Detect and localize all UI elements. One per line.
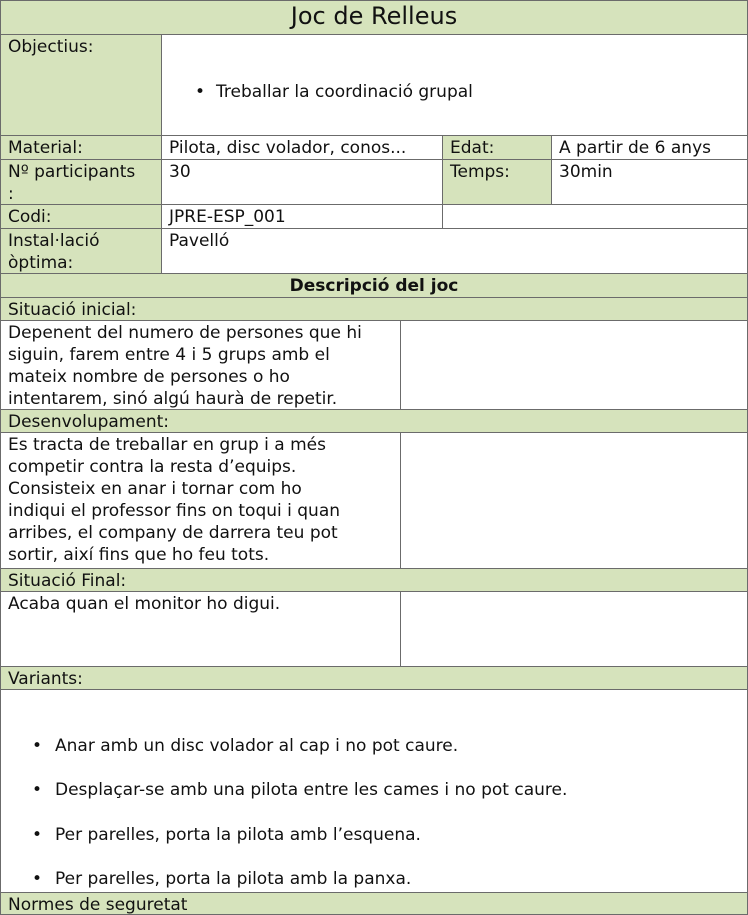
development-text: Es tracta de treballar en grup i a més competir contra la resta d’equips. Consisteix en anar i tornar com ho indiqui el professor fins on toqui i quan arribes, el company de darrera teu pot sortir, així fins que ho feu tots.	[0, 432, 401, 569]
participants-label: Nº participants :	[0, 159, 162, 205]
empty-cell	[400, 591, 748, 667]
list-item: • Per parelles, porta la pilota amb l’esquena.	[8, 824, 740, 846]
list-item: • Per parelles, porta la pilota amb la panxa.	[8, 868, 740, 890]
material-label: Material:	[0, 135, 162, 160]
list-item: • Treballar la coordinació grupal	[169, 81, 740, 115]
venue-value: Pavelló	[161, 228, 748, 274]
objectives-label: Objectius:	[0, 34, 162, 136]
code-value: JPRE-ESP_001	[161, 204, 443, 229]
time-label: Temps:	[442, 159, 552, 205]
age-label: Edat:	[442, 135, 552, 160]
empty-cell	[442, 204, 748, 229]
development-label: Desenvolupament:	[0, 409, 748, 433]
final-situation-text: Acaba quan el monitor ho digui.	[0, 591, 401, 667]
initial-situation-text: Depenent del numero de persones que hi siguin, farem entre 4 i 5 grups amb el mateix nombre de persones o ho intentarem, sinó algú haurà de repetir.	[0, 320, 401, 410]
variants-label: Variants:	[0, 666, 748, 690]
safety-rules-label: Normes de seguretat	[0, 892, 748, 915]
venue-label: Instal·lació òptima:	[0, 228, 162, 274]
code-label: Codi:	[0, 204, 162, 229]
time-value: 30min	[551, 159, 748, 205]
list-item: • Anar amb un disc volador al cap i no pot caure.	[8, 735, 740, 757]
variants-list	[0, 689, 748, 893]
material-value: Pilota, disc volador, conos...	[161, 135, 443, 160]
empty-cell	[400, 432, 748, 569]
empty-cell	[400, 320, 748, 410]
page-title: Joc de Relleus	[0, 0, 748, 35]
objectives-list	[161, 34, 748, 136]
participants-value: 30	[161, 159, 443, 205]
list-item: • Desplaçar-se amb una pilota entre les cames i no pot caure.	[8, 779, 740, 801]
age-value: A partir de 6 anys	[551, 135, 748, 160]
final-situation-label: Situació Final:	[0, 568, 748, 592]
description-header: Descripció del joc	[0, 273, 748, 298]
initial-situation-label: Situació inicial:	[0, 297, 748, 321]
